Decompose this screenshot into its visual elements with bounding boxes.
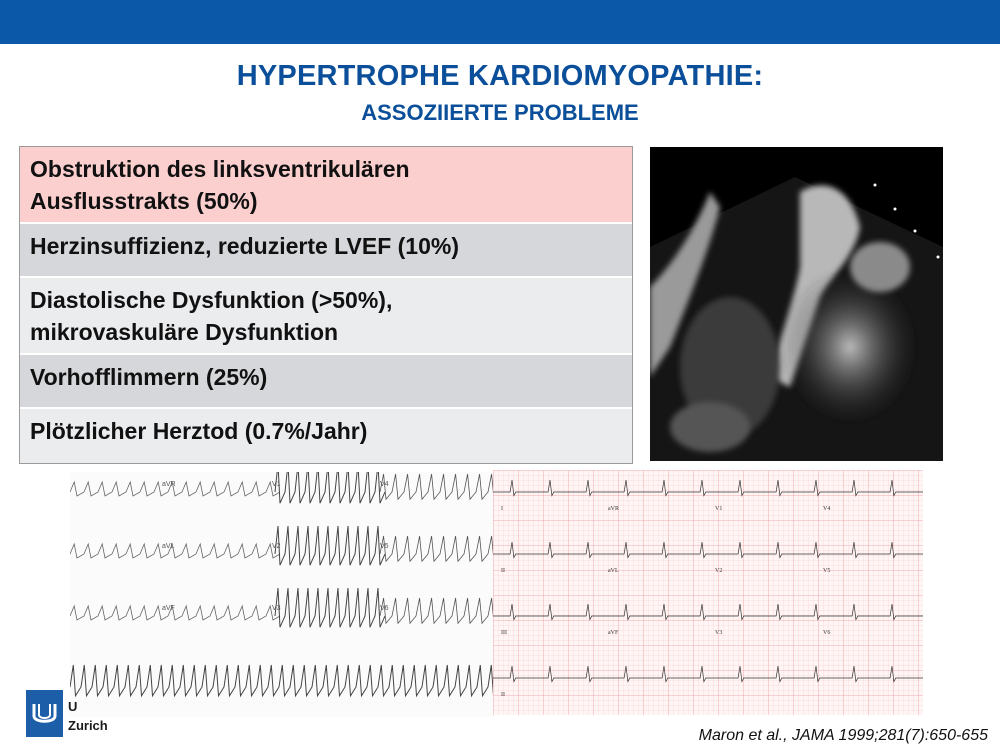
row-text-line2: Ausflusstrakts (50%) [30,188,258,214]
lead-label: aVL [162,543,175,550]
table-row [20,147,632,224]
ecg-trace [70,665,495,696]
ecg-trace [70,606,280,620]
ecg-12-lead-right [493,470,923,715]
lead-label: V4 [823,506,831,512]
lead-label: aVF [608,630,619,636]
lead-label: aVF [162,605,175,612]
row-text-line2: mikrovaskuläre Dysfunktion [30,319,339,345]
lead-label: II [501,692,505,698]
table-row [20,355,632,409]
ecg-trace [380,536,495,561]
logo-text: Zurich [68,718,108,733]
lead-label: III [501,630,507,636]
row-text-line1: Obstruktion des linksventrikulären [30,156,410,182]
row-text-line1: Herzinsuffizienz, reduzierte LVEF (10%) [30,233,459,259]
lead-label: aVR [608,506,619,512]
lead-label: I [501,506,503,512]
ecg-trace [275,526,385,565]
university-logo-icon [26,690,63,737]
row-text-line1: Diastolische Dysfunktion (>50%), [30,287,393,313]
lead-label: V1 [272,481,281,488]
ecg-trace [380,474,495,499]
ecg-trace [70,544,280,558]
lead-label: V3 [715,630,723,636]
problems-table [19,146,633,464]
lead-label: V1 [715,506,723,512]
lead-label: V5 [380,543,389,550]
lead-label: V2 [715,568,723,574]
lead-label: aVL [608,568,619,574]
row-text-line1: Plötzlicher Herztod (0.7%/Jahr) [30,418,368,444]
lead-label: II [501,568,505,574]
table-row [20,409,632,463]
slide-subtitle: ASSOZIIERTE PROBLEME [361,100,639,125]
table-row [20,224,632,278]
header-bar [0,0,1000,44]
row-text-line1: Vorhofflimmern (25%) [30,364,268,390]
lead-label: aVR [162,481,176,488]
ecg-trace [380,598,495,623]
lead-label: V3 [272,605,281,612]
ecg-strip-left [70,472,495,717]
lead-label: V5 [823,568,831,574]
table-row [20,278,632,355]
ecg-trace [275,472,385,503]
echocardiogram-image [650,147,943,461]
logo-text: U [68,699,78,714]
lead-label: V2 [272,543,281,550]
lead-label: V6 [823,630,831,636]
ecg-trace [275,588,385,627]
citation: Maron et al., JAMA 1999;281(7):650-655 [698,727,988,744]
lead-label: V6 [380,605,389,612]
lead-label: V4 [380,481,389,488]
slide-title: HYPERTROPHE KARDIOMYOPATHIE: [236,60,764,92]
